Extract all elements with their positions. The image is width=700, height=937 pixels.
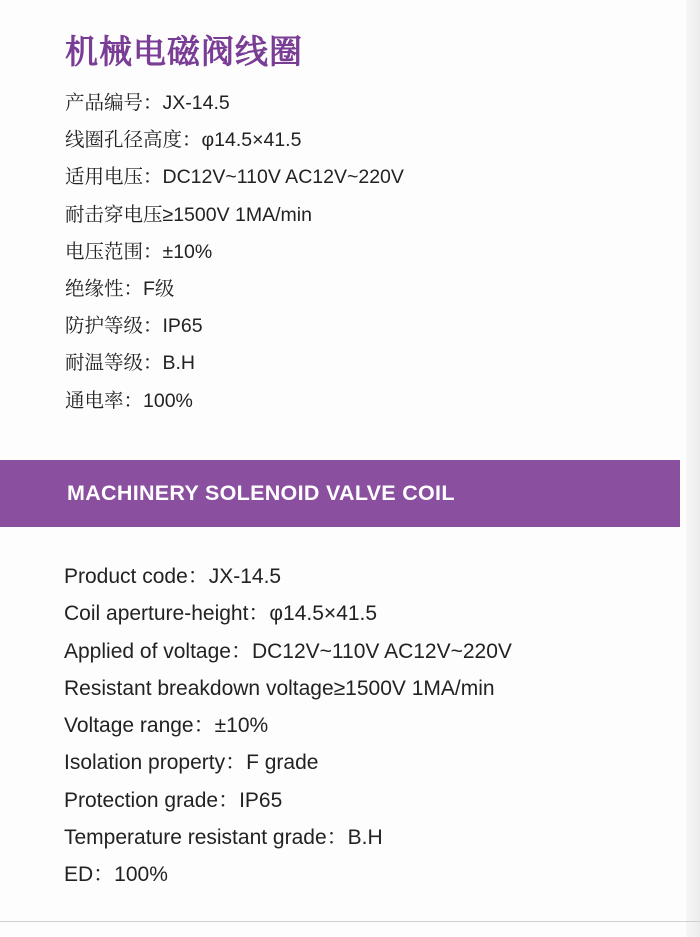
chinese-title: 机械电磁阀线圈: [65, 33, 303, 70]
spec-en-product-code: Product code：JX-14.5: [64, 565, 282, 588]
bottom-divider: [0, 921, 700, 922]
spec-cn-breakdown-voltage: 耐击穿电压≥1500V 1MA/min: [65, 203, 312, 226]
spec-en-temperature: Temperature resistant grade：B.H: [64, 826, 383, 850]
chinese-spec-list: [65, 85, 404, 420]
spec-en-voltage: Applied of voltage：DC12V~110V AC12V~220V: [64, 639, 512, 663]
spec-cn-voltage: 适用电压：DC12V~110V AC12V~220V: [65, 166, 404, 189]
english-title-band: [0, 460, 680, 527]
page-edge-shadow: [686, 0, 700, 937]
spec-en-voltage-range: Voltage range：±10%: [64, 714, 269, 738]
spec-en-breakdown-voltage: Resistant breakdown voltage≥1500V 1MA/min: [64, 676, 495, 700]
spec-en-isolation: Isolation property：F grade: [64, 751, 319, 775]
english-spec-list: [64, 558, 512, 894]
spec-cn-temperature: 耐温等级：B.H: [65, 352, 196, 375]
spec-en-protection: Protection grade：IP65: [64, 788, 283, 812]
spec-cn-voltage-range: 电压范围：±10%: [65, 240, 213, 263]
spec-en-duty-rate: ED：100%: [64, 863, 168, 887]
spec-en-coil-aperture: Coil aperture-height：φ14.5×41.5: [64, 602, 378, 626]
spec-cn-product-code: 产品编号：JX-14.5: [65, 92, 230, 114]
spec-cn-protection: 防护等级：IP65: [65, 315, 203, 338]
spec-cn-duty-rate: 通电率：100%: [65, 389, 193, 412]
english-title: MACHINERY SOLENOID VALVE COIL: [67, 481, 455, 505]
spec-cn-insulation: 绝缘性：F级: [65, 277, 175, 300]
spec-cn-coil-aperture: 线圈孔径高度：φ14.5×41.5: [65, 129, 302, 152]
